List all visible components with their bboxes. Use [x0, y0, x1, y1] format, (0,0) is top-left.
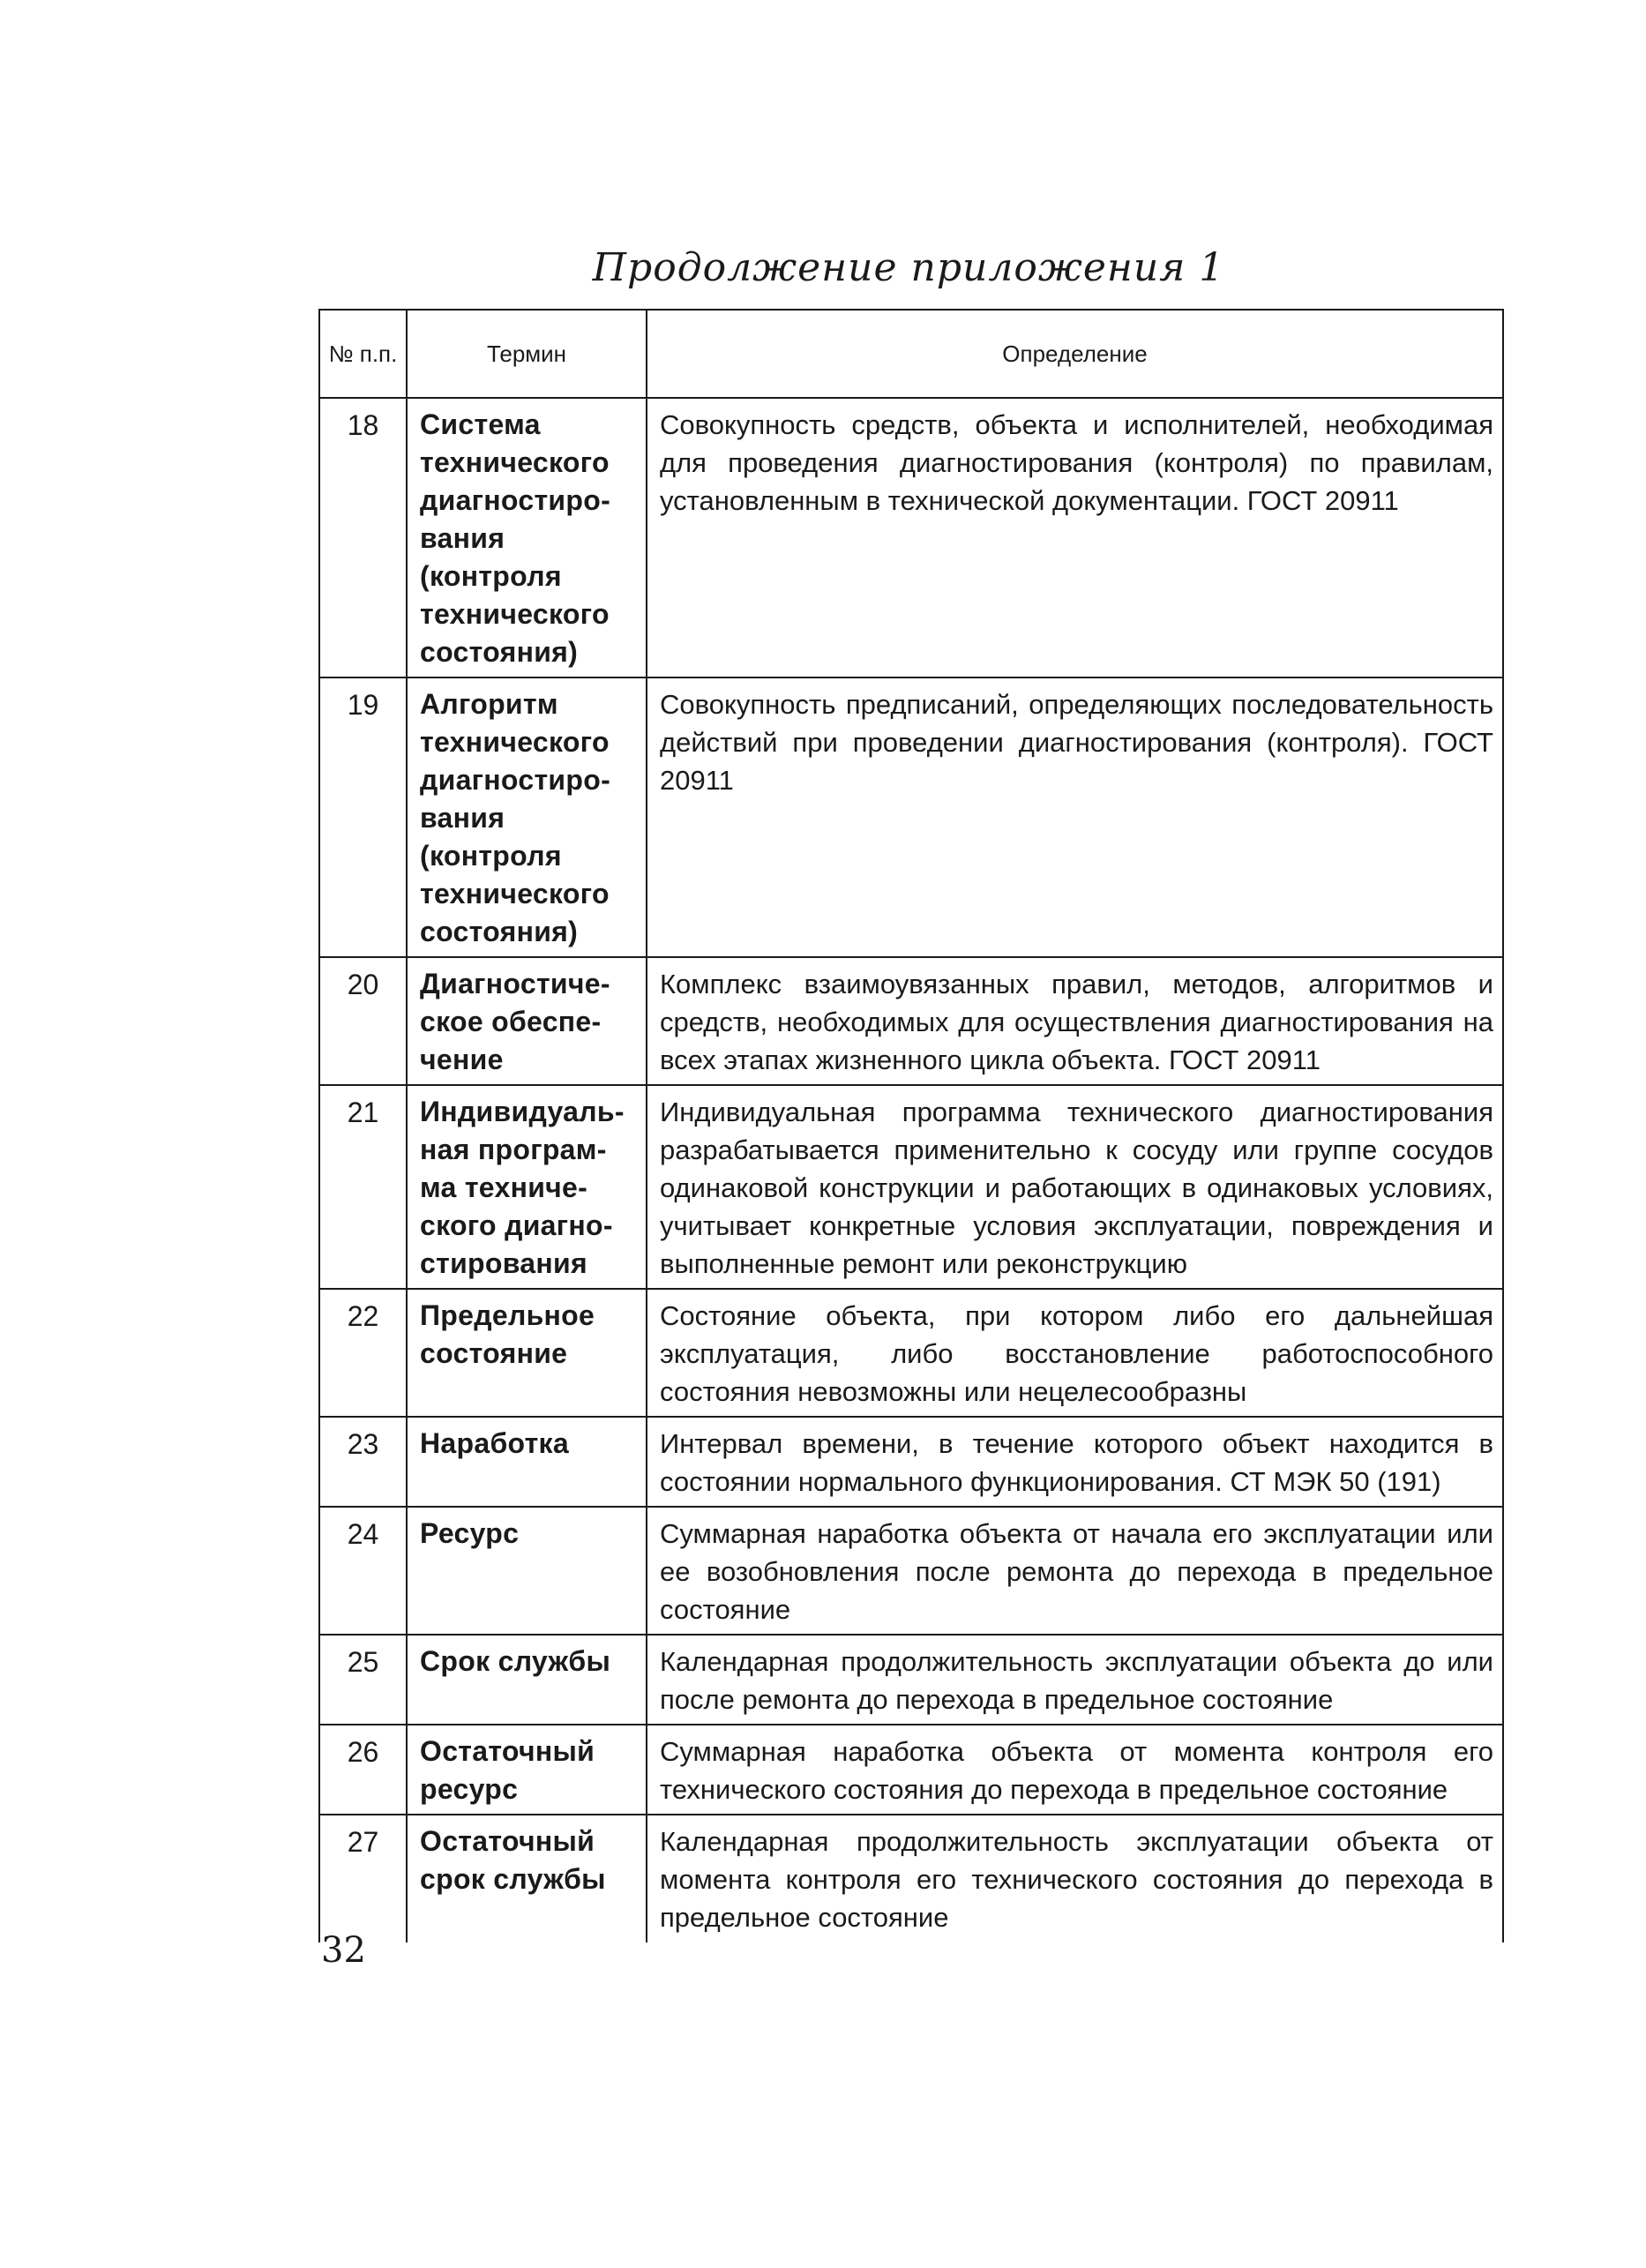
row-term: Срок службы — [407, 1635, 647, 1725]
row-term: Система технического диагностиро-вания (контроля технического состояния) — [407, 398, 647, 677]
table-row — [319, 1635, 1503, 1725]
row-number: 18 — [319, 398, 407, 677]
row-number: 25 — [319, 1635, 407, 1725]
row-number: 22 — [319, 1289, 407, 1417]
table-row — [319, 398, 1503, 677]
terms-table — [318, 309, 1504, 1942]
row-term: Предельное состояние — [407, 1289, 647, 1417]
row-term: Индивидуаль-ная програм-ма техниче-ского диагно-стирования — [407, 1085, 647, 1289]
page-caption: Продолжение приложения 1 — [592, 245, 1225, 290]
row-number: 20 — [319, 957, 407, 1085]
row-definition: Совокупность средств, объекта и исполнителей, необходимая для проведения диагностирования (контроля) по правилам, установленным в технической документации. ГОСТ 20911 — [647, 398, 1503, 677]
row-definition: Индивидуальная программа технического диагностирования разрабатывается применительно к сосуду или группе сосудов одинаковой конструкции и работающих в одинаковых условиях, учитывает конкретные условия эксплуатации, повреждения и выполненные ремонт или реконструкцию — [647, 1085, 1503, 1289]
row-number: 23 — [319, 1417, 407, 1507]
column-header-num: № п.п. — [319, 310, 407, 398]
row-definition: Суммарная наработка объекта от начала его эксплуатации или ее возобновления после ремонта до перехода в предельное состояние — [647, 1507, 1503, 1635]
row-definition: Календарная продолжительность эксплуатации объекта до или после ремонта до перехода в предельное состояние — [647, 1635, 1503, 1725]
table-row — [319, 1417, 1503, 1507]
row-definition: Состояние объекта, при котором либо его дальнейшая эксплуатация, либо восстановление работоспособного состояния невозможны или нецелесообразны — [647, 1289, 1503, 1417]
table-row — [319, 1289, 1503, 1417]
table-row — [319, 957, 1503, 1085]
table-header-row — [319, 310, 1503, 398]
row-term: Диагностиче-ское обеспе-чение — [407, 957, 647, 1085]
row-number: 19 — [319, 677, 407, 957]
row-term: Остаточный срок службы — [407, 1815, 647, 1942]
row-term: Наработка — [407, 1417, 647, 1507]
table-row — [319, 1815, 1503, 1942]
table-row — [319, 1085, 1503, 1289]
row-number: 26 — [319, 1725, 407, 1815]
table-row — [319, 1507, 1503, 1635]
row-term: Остаточный ресурс — [407, 1725, 647, 1815]
row-definition: Суммарная наработка объекта от момента контроля его технического состояния до перехода в предельное состояние — [647, 1725, 1503, 1815]
row-definition: Интервал времени, в течение которого объект находится в состоянии нормального функционирования. СТ МЭК 50 (191) — [647, 1417, 1503, 1507]
row-definition: Совокупность предписаний, определяющих последовательность действий при проведении диагностирования (контроля). ГОСТ 20911 — [647, 677, 1503, 957]
row-definition: Календарная продолжительность эксплуатации объекта от момента контроля его технического состояния до перехода в предельное состояние — [647, 1815, 1503, 1942]
row-term: Ресурс — [407, 1507, 647, 1635]
page-number: 32 — [321, 1930, 366, 1971]
row-number: 27 — [319, 1815, 407, 1942]
row-number: 21 — [319, 1085, 407, 1289]
row-term: Алгоритм технического диагностиро-вания (контроля технического состояния) — [407, 677, 647, 957]
column-header-definition: Определение — [647, 310, 1503, 398]
table-row — [319, 677, 1503, 957]
table-row — [319, 1725, 1503, 1815]
column-header-term: Термин — [407, 310, 647, 398]
row-number: 24 — [319, 1507, 407, 1635]
row-definition: Комплекс взаимоувязанных правил, методов, алгоритмов и средств, необходимых для осуществления диагностирования на всех этапах жизненного цикла объекта. ГОСТ 20911 — [647, 957, 1503, 1085]
